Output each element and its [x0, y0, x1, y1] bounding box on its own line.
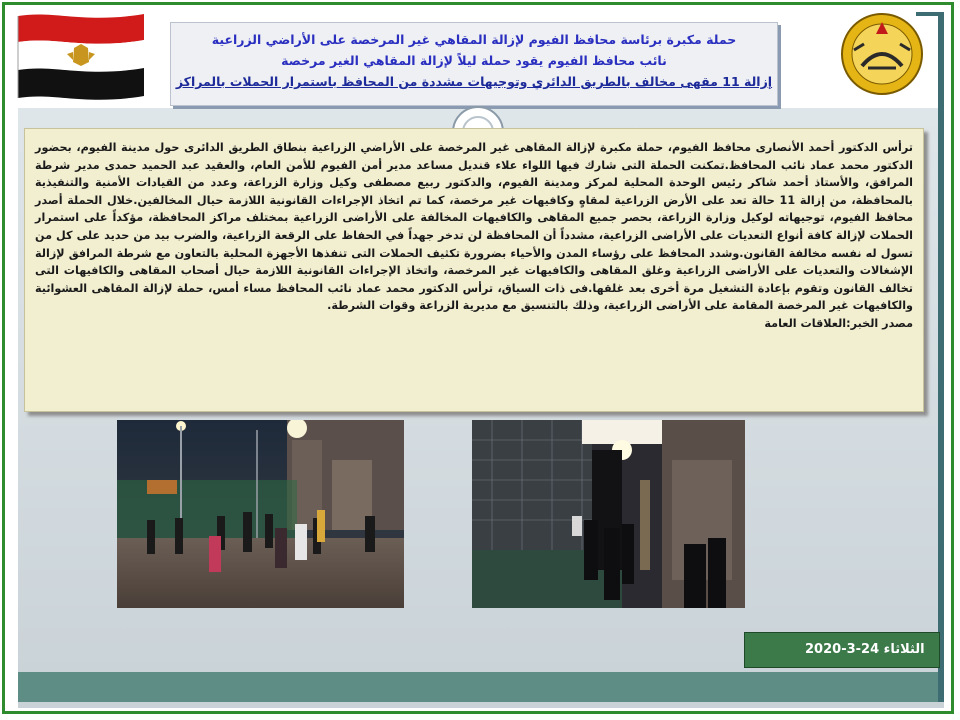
- headline-box: [170, 22, 778, 106]
- egypt-flag-image: [14, 10, 148, 102]
- date-badge: الثلاثاء 24-3-2020: [744, 632, 940, 668]
- article-text-box: [24, 128, 924, 412]
- headline-line-2: نائب محافظ الفيوم يقود حملة ليلاً لإزالة المقاهي الغير مرخصة: [281, 53, 667, 68]
- article-source: مصدر الخبر:العلاقات العامة: [764, 316, 913, 330]
- headline-line-3: إزالة 11 مقهى مخالف بالطريق الدائري وتوجيهات مشددة من المحافظ باستمرار الحملات بالمراكز: [175, 74, 773, 89]
- campaign-photo-cafe: [472, 420, 745, 608]
- right-stripe: [938, 12, 944, 702]
- article-body: ترأس الدكتور أحمد الأنصارى محافظ الفيوم، حملة مكبرة لإزالة المقاهى غير المرخصة على الأراضي الزراعية بنطاق الطريق الدائرى حول مدينة الفيوم، بحضور الدكتور محمد عماد نائب المحافظ.تمكنت الحملة التى شارك فيها اللواء علاء قنديل مساعد مدير أمن الفيوم للأمن العام، والعقيد عبد الحميد حمدى مدير شرطة المرافق، والأستاذ أحمد شاكر رئيس الوحدة المحلية لمركز ومدينة الفيوم، والدكتور ربيع مصطفى وكيل وزارة الزراعة، وعدد من القيادات الأمنية والتنفيذية بالمحافظة، من إزالة 11 حالة تعد على الأرض الزراعية لمقاهٍ وكافيهات غير مرخصة، كما تم اتخاذ الإجراءات القانونية اللازمة حيال المخالفين.خلال الحملة أصدر محافظ الفيوم، توجيهاته لوكيل وزارة الزراعة، بحصر جميع المقاهى والكافيهات المخالفة على الأراضى الزراعية بمختلف مراكز المحافظة، مؤكداً على استمرار الحملات لإزالة كافة أنواع التعديات على الأراضى الزراعية، مشدداً أن المحافظة لن تدخر جهداً في الحفاظ على الرقعة الزراعية، والضرب بيد من حديد على كل من تسول له نفسه مخالفة القانون.وشدد المحافظ على رؤساء المدن والأحياء بضرورة تكثيف الحملات التى تنفذها الأجهزة المحلية بالتعاون مع شرطة المرافق لإزالة الإشغالات والتعديات على الأراضى الزراعية وغلق المقاهى والكافيهات غير المرخصة، واتخاذ الإجراءات القانونية اللازمة حيال أصحاب المقاهى والكافيهات التى تخالف القانون وتقوم بإعادة التشغيل مرة أخرى بعد غلقها.فى ذات السياق، ترأس الدكتور محمد عماد نائب المحافظ مساء أمس، حملة لإزالة المقاهى العشوائية والكافيهات غير المرخصة المقامة على الأراضى الزراعية، وذلك بالتنسيق مع مديرية الزراعة وقوات الشرطة.: [35, 141, 913, 313]
- fayoum-governorate-logo: [834, 8, 930, 100]
- campaign-photo-field: [117, 420, 404, 608]
- headline-line-1: حملة مكبرة برئاسة محافظ الفيوم لإزالة المقاهي غير المرخصة على الأراضي الزراعية: [211, 32, 737, 47]
- bottom-band: [18, 672, 944, 702]
